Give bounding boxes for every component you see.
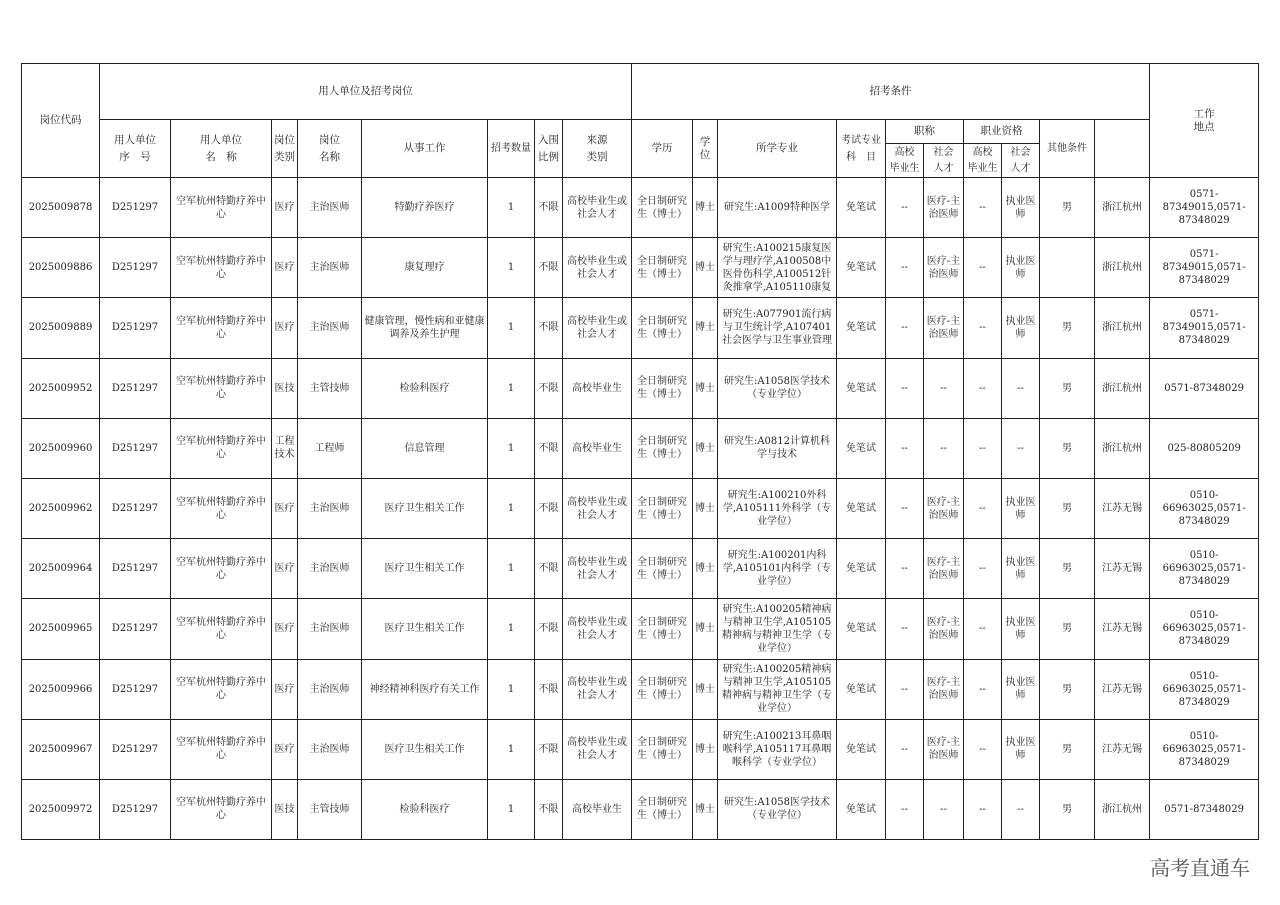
cell-other: 男 [1040,358,1095,418]
col-ratio: 入围 比例 [535,120,563,178]
cell-qual-grad: -- [964,719,1002,779]
cell-count: 1 [488,779,535,839]
cell-title-grad: -- [886,298,924,358]
cell-category: 医疗 [272,298,298,358]
cell-major: 研究生:A1009特种医学 [718,178,837,238]
cell-post: 主治医师 [298,298,362,358]
cell-unit: 空军杭州特勤疗养中心 [171,719,272,779]
cell-title-grad: -- [886,418,924,478]
table-row [22,659,1259,719]
cell-qual-social: 执业医师 [1002,238,1040,298]
cell-exam: 免笔试 [837,539,886,599]
cell-category: 医疗 [272,478,298,538]
cell-count: 1 [488,418,535,478]
cell-source: 高校毕业生或社会人才 [563,238,632,298]
cell-degree: 博士 [693,719,718,779]
cell-code: 2025009962 [22,478,100,538]
cell-major: 研究生:A0812计算机科学与技术 [718,418,837,478]
cell-unit: 空军杭州特勤疗养中心 [171,779,272,839]
cell-title-social: 医疗-主治医师 [924,599,964,659]
cell-phone: 0571-87349015,0571-87348029 [1150,298,1259,358]
cell-category: 医疗 [272,238,298,298]
cell-post: 主管技师 [298,779,362,839]
cell-title-social: 医疗-主治医师 [924,719,964,779]
cell-title-social: 医疗-主治医师 [924,238,964,298]
cell-qual-social: 执业医师 [1002,478,1040,538]
cell-count: 1 [488,659,535,719]
cell-ratio: 不限 [535,298,563,358]
cell-ratio: 不限 [535,418,563,478]
table-row [22,539,1259,599]
cell-ratio: 不限 [535,719,563,779]
cell-work: 医疗卫生相关工作 [362,599,488,659]
cell-count: 1 [488,298,535,358]
cell-degree: 博士 [693,478,718,538]
cell-exam: 免笔试 [837,358,886,418]
cell-phone: 0571-87348029 [1150,358,1259,418]
cell-post: 主治医师 [298,478,362,538]
cell-seq: D251297 [100,298,171,358]
cell-title-social: 医疗-主治医师 [924,659,964,719]
cell-location: 江苏无锡 [1095,719,1150,779]
watermark: 高考直通车 [1150,856,1250,880]
cell-post: 工程师 [298,418,362,478]
cell-source: 高校毕业生或社会人才 [563,178,632,238]
cell-location: 浙江杭州 [1095,238,1150,298]
table-row [22,298,1259,358]
cell-post: 主治医师 [298,178,362,238]
group-conditions: 招考条件 [632,64,1150,120]
table-body [22,178,1259,840]
cell-other: 男 [1040,719,1095,779]
cell-exam: 免笔试 [837,298,886,358]
cell-work: 医疗卫生相关工作 [362,539,488,599]
cell-title-social: 医疗-主治医师 [924,298,964,358]
cell-education: 全日制研究生（博士） [632,238,693,298]
cell-work: 特勤疗养医疗 [362,178,488,238]
cell-qual-grad: -- [964,779,1002,839]
col-other-conditions: 其他条件 [1040,120,1095,178]
cell-count: 1 [488,478,535,538]
cell-code: 2025009952 [22,358,100,418]
group-qualification: 职业资格 [964,120,1040,144]
cell-major: 研究生:A1058医学技术（专业学位） [718,358,837,418]
cell-source: 高校毕业生或社会人才 [563,599,632,659]
cell-major: 研究生:A100210外科学,A105111外科学（专业学位） [718,478,837,538]
col-source-category: 来源 类别 [563,120,632,178]
cell-qual-grad: -- [964,178,1002,238]
col-degree: 学位 [693,120,718,178]
cell-location: 江苏无锡 [1095,478,1150,538]
cell-title-grad: -- [886,539,924,599]
cell-seq: D251297 [100,779,171,839]
cell-education: 全日制研究生（博士） [632,779,693,839]
cell-count: 1 [488,539,535,599]
cell-code: 2025009960 [22,418,100,478]
cell-other [1040,238,1095,298]
table-header [22,64,1259,178]
cell-education: 全日制研究生（博士） [632,539,693,599]
cell-ratio: 不限 [535,178,563,238]
cell-unit: 空军杭州特勤疗养中心 [171,659,272,719]
cell-code: 2025009878 [22,178,100,238]
cell-ratio: 不限 [535,478,563,538]
cell-category: 工程技术 [272,418,298,478]
cell-education: 全日制研究生（博士） [632,478,693,538]
cell-seq: D251297 [100,358,171,418]
cell-education: 全日制研究生（博士） [632,298,693,358]
cell-work: 检验科医疗 [362,358,488,418]
table-row [22,238,1259,298]
cell-code: 2025009965 [22,599,100,659]
col-title-social: 社会 人才 [924,144,964,178]
cell-phone: 0510-66963025,0571-87348029 [1150,659,1259,719]
cell-education: 全日制研究生（博士） [632,719,693,779]
cell-phone: 0510-66963025,0571-87348029 [1150,539,1259,599]
cell-seq: D251297 [100,599,171,659]
cell-other: 男 [1040,178,1095,238]
cell-title-grad: -- [886,719,924,779]
col-education: 学历 [632,120,693,178]
col-exam-subject: 考试专业 科 目 [837,120,886,178]
cell-other: 男 [1040,659,1095,719]
cell-major: 研究生:A1058医学技术（专业学位） [718,779,837,839]
cell-source: 高校毕业生或社会人才 [563,298,632,358]
cell-work: 检验科医疗 [362,779,488,839]
cell-degree: 博士 [693,298,718,358]
cell-category: 医技 [272,358,298,418]
cell-seq: D251297 [100,719,171,779]
cell-education: 全日制研究生（博士） [632,418,693,478]
cell-title-grad: -- [886,659,924,719]
recruitment-table [21,63,1259,840]
cell-post: 主治医师 [298,659,362,719]
cell-education: 全日制研究生（博士） [632,178,693,238]
cell-title-social: 医疗-主治医师 [924,478,964,538]
cell-unit: 空军杭州特勤疗养中心 [171,599,272,659]
table-row [22,599,1259,659]
cell-phone: 0571-87349015,0571-87348029 [1150,238,1259,298]
cell-major: 研究生:A100213耳鼻咽喉科学,A105117耳鼻咽喉科学（专业学位） [718,719,837,779]
cell-qual-social: 执业医师 [1002,539,1040,599]
cell-qual-grad: -- [964,238,1002,298]
cell-category: 医疗 [272,719,298,779]
cell-other: 男 [1040,599,1095,659]
table-row [22,478,1259,538]
cell-qual-grad: -- [964,539,1002,599]
cell-location: 浙江杭州 [1095,298,1150,358]
cell-exam: 免笔试 [837,659,886,719]
cell-major: 研究生:A100215康复医学与理疗学,A100508中医骨伤科学,A100512针灸推拿学,A105110康复 [718,238,837,298]
cell-exam: 免笔试 [837,478,886,538]
cell-location: 浙江杭州 [1095,358,1150,418]
cell-ratio: 不限 [535,659,563,719]
cell-qual-social: 执业医师 [1002,719,1040,779]
cell-location: 江苏无锡 [1095,599,1150,659]
cell-source: 高校毕业生或社会人才 [563,539,632,599]
cell-ratio: 不限 [535,599,563,659]
cell-category: 医疗 [272,539,298,599]
col-major: 所学专业 [718,120,837,178]
cell-unit: 空军杭州特勤疗养中心 [171,238,272,298]
col-position-code: 岗位代码 [22,64,100,178]
cell-qual-social: -- [1002,418,1040,478]
cell-seq: D251297 [100,238,171,298]
cell-unit: 空军杭州特勤疗养中心 [171,298,272,358]
cell-phone: 0571-87349015,0571-87348029 [1150,178,1259,238]
cell-exam: 免笔试 [837,178,886,238]
table-row [22,358,1259,418]
cell-title-social: 医疗-主治医师 [924,178,964,238]
cell-qual-social: 执业医师 [1002,298,1040,358]
col-qual-graduate: 高校 毕业生 [964,144,1002,178]
col-work-location: 工作 地点 [1150,64,1259,178]
cell-title-grad: -- [886,478,924,538]
cell-title-grad: -- [886,238,924,298]
cell-title-social: -- [924,418,964,478]
cell-source: 高校毕业生或社会人才 [563,719,632,779]
cell-phone: 0510-66963025,0571-87348029 [1150,719,1259,779]
cell-other: 男 [1040,539,1095,599]
cell-education: 全日制研究生（博士） [632,599,693,659]
cell-unit: 空军杭州特勤疗养中心 [171,539,272,599]
cell-seq: D251297 [100,539,171,599]
cell-work: 康复理疗 [362,238,488,298]
cell-code: 2025009967 [22,719,100,779]
cell-seq: D251297 [100,178,171,238]
cell-source: 高校毕业生 [563,779,632,839]
table-row [22,178,1259,238]
col-work-content: 从事工作 [362,120,488,178]
cell-qual-social: 执业医师 [1002,659,1040,719]
cell-title-social: -- [924,358,964,418]
cell-source: 高校毕业生或社会人才 [563,659,632,719]
cell-seq: D251297 [100,478,171,538]
cell-location: 江苏无锡 [1095,659,1150,719]
cell-degree: 博士 [693,779,718,839]
cell-phone: 0571-87348029 [1150,779,1259,839]
cell-unit: 空军杭州特勤疗养中心 [171,418,272,478]
cell-count: 1 [488,178,535,238]
cell-degree: 博士 [693,539,718,599]
cell-count: 1 [488,719,535,779]
cell-category: 医疗 [272,599,298,659]
cell-unit: 空军杭州特勤疗养中心 [171,478,272,538]
cell-source: 高校毕业生 [563,358,632,418]
cell-qual-social: 执业医师 [1002,178,1040,238]
cell-location: 浙江杭州 [1095,178,1150,238]
cell-title-grad: -- [886,178,924,238]
cell-qual-grad: -- [964,298,1002,358]
cell-count: 1 [488,238,535,298]
cell-category: 医疗 [272,178,298,238]
cell-code: 2025009964 [22,539,100,599]
cell-work: 信息管理 [362,418,488,478]
cell-category: 医疗 [272,659,298,719]
col-qual-social: 社会 人才 [1002,144,1040,178]
cell-major: 研究生:A100205精神病与精神卫生学,A105105精神病与精神卫生学（专业学位） [718,659,837,719]
cell-degree: 博士 [693,599,718,659]
cell-qual-grad: -- [964,599,1002,659]
cell-major: 研究生:A077901流行病与卫生统计学,A107401社会医学与卫生事业管理 [718,298,837,358]
cell-post: 主治医师 [298,238,362,298]
cell-education: 全日制研究生（博士） [632,358,693,418]
col-post-name: 岗位 名称 [298,120,362,178]
col-title-graduate: 高校 毕业生 [886,144,924,178]
cell-code: 2025009886 [22,238,100,298]
cell-work: 医疗卫生相关工作 [362,478,488,538]
cell-exam: 免笔试 [837,418,886,478]
cell-count: 1 [488,358,535,418]
cell-qual-grad: -- [964,659,1002,719]
table-row [22,779,1259,839]
table-row [22,719,1259,779]
cell-title-grad: -- [886,779,924,839]
cell-degree: 博士 [693,178,718,238]
cell-seq: D251297 [100,659,171,719]
col-recruit-count: 招考数量 [488,120,535,178]
cell-count: 1 [488,599,535,659]
cell-qual-social: -- [1002,779,1040,839]
cell-work: 健康管理，慢性病和亚健康调养及养生护理 [362,298,488,358]
cell-post: 主治医师 [298,539,362,599]
cell-ratio: 不限 [535,358,563,418]
cell-major: 研究生:A100205精神病与精神卫生学,A105105精神病与精神卫生学（专业学位） [718,599,837,659]
cell-degree: 博士 [693,659,718,719]
cell-code: 2025009966 [22,659,100,719]
cell-location: 浙江杭州 [1095,779,1150,839]
cell-post: 主治医师 [298,719,362,779]
cell-location: 浙江杭州 [1095,418,1150,478]
cell-other: 男 [1040,779,1095,839]
cell-degree: 博士 [693,238,718,298]
cell-source: 高校毕业生或社会人才 [563,478,632,538]
cell-ratio: 不限 [535,779,563,839]
cell-degree: 博士 [693,358,718,418]
cell-phone: 025-80805209 [1150,418,1259,478]
group-title: 职称 [886,120,964,144]
cell-qual-social: 执业医师 [1002,599,1040,659]
cell-post: 主管技师 [298,358,362,418]
cell-major: 研究生:A100201内科学,A105101内科学（专业学位） [718,539,837,599]
cell-other: 男 [1040,298,1095,358]
cell-unit: 空军杭州特勤疗养中心 [171,358,272,418]
cell-title-social: -- [924,779,964,839]
cell-qual-grad: -- [964,418,1002,478]
cell-ratio: 不限 [535,539,563,599]
cell-other: 男 [1040,418,1095,478]
cell-exam: 免笔试 [837,719,886,779]
cell-title-social: 医疗-主治医师 [924,539,964,599]
cell-education: 全日制研究生（博士） [632,659,693,719]
cell-phone: 0510-66963025,0571-87348029 [1150,478,1259,538]
cell-ratio: 不限 [535,238,563,298]
group-unit-and-post: 用人单位及招考岗位 [100,64,632,120]
col-post-category: 岗位 类别 [272,120,298,178]
cell-title-grad: -- [886,358,924,418]
cell-work: 神经精神科医疗有关工作 [362,659,488,719]
cell-qual-social: -- [1002,358,1040,418]
cell-location: 江苏无锡 [1095,539,1150,599]
cell-qual-grad: -- [964,358,1002,418]
cell-exam: 免笔试 [837,779,886,839]
cell-code: 2025009889 [22,298,100,358]
cell-category: 医技 [272,779,298,839]
cell-phone: 0510-66963025,0571-87348029 [1150,599,1259,659]
table-row [22,418,1259,478]
cell-post: 主治医师 [298,599,362,659]
col-unit-name: 用人单位 名 称 [171,120,272,178]
cell-seq: D251297 [100,418,171,478]
cell-unit: 空军杭州特勤疗养中心 [171,178,272,238]
cell-exam: 免笔试 [837,599,886,659]
cell-degree: 博士 [693,418,718,478]
col-unit-seq: 用人单位 序 号 [100,120,171,178]
cell-other: 男 [1040,478,1095,538]
cell-work: 医疗卫生相关工作 [362,719,488,779]
cell-source: 高校毕业生 [563,418,632,478]
cell-code: 2025009972 [22,779,100,839]
cell-exam: 免笔试 [837,238,886,298]
cell-qual-grad: -- [964,478,1002,538]
cell-title-grad: -- [886,599,924,659]
